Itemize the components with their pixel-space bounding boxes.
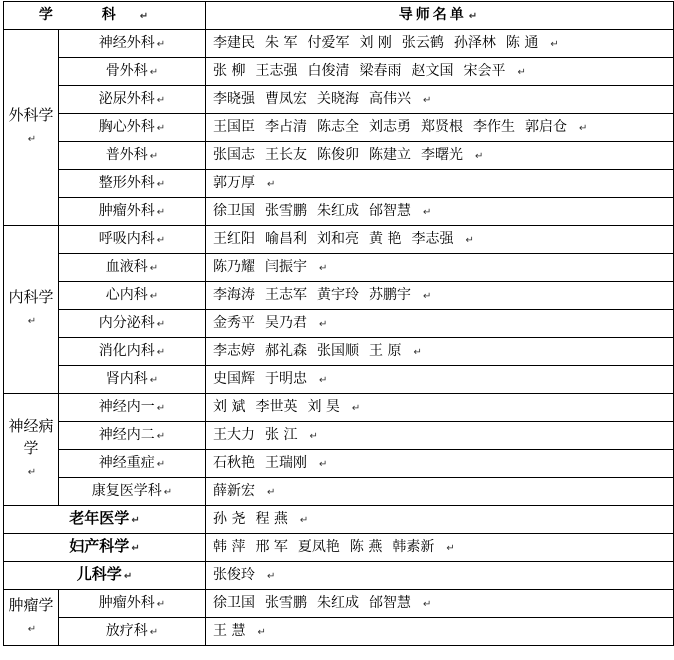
advisor-name: 孙 尧 [213,510,246,527]
paragraph-mark: ↵ [351,402,361,414]
advisor-names [206,142,674,170]
subject-cell: 胸心外科 ↵ [59,114,206,142]
paragraph-mark: ↵ [446,542,455,554]
advisor-name: 朱 军 [265,34,298,51]
advisor-name: 刘 昊 [307,398,340,415]
paragraph-mark: ↵ [319,262,328,274]
advisor-name: 曹凤宏 [265,90,307,107]
subject-cell: 整形外科 ↵ [59,170,206,198]
advisor-name: 高伟兴 [369,90,411,107]
table-row [4,562,674,590]
advisor-name: 刘 刚 [359,34,392,51]
advisor-name: 郝礼森 [265,342,307,359]
table-row [4,282,674,310]
advisor-names [206,198,674,226]
paragraph-mark: ↵ [257,626,266,638]
header-row [4,2,674,30]
subject-cell: 泌尿外科 ↵ [59,86,206,114]
paragraph-mark: ↵ [423,206,432,218]
subject-cell: 骨外科 ↵ [59,58,206,86]
table-row [4,450,674,478]
paragraph-mark: ↵ [267,178,276,190]
advisor-name: 吴乃君 [265,314,307,331]
advisor-name: 付爱军 [307,34,350,51]
subject-cell: 肿瘤外科 ↵ [59,590,206,618]
subject-cell: 血液科 ↵ [59,254,206,282]
table-row [4,86,674,114]
paragraph-mark: ↵ [299,514,309,526]
advisor-name: 王 原 [369,342,402,359]
table-row [4,506,674,534]
advisor-name: 韩 萍 [213,538,246,555]
table-row [4,310,674,338]
advisor-name: 陈 通 [505,34,539,51]
advisor-name: 黄宇玲 [317,286,359,303]
advisor-name: 邢 军 [255,538,288,555]
advisor-names [206,338,674,366]
advisor-name: 刘 斌 [213,398,246,415]
department-cell: 外科学 ↵ [4,30,59,226]
advisor-name: 宋会平 [463,62,506,79]
advisor-name: 王大力 [213,426,255,443]
advisor-name: 赵文国 [411,62,454,79]
paragraph-mark: ↵ [423,94,432,106]
advisor-name: 夏凤艳 [297,538,340,555]
advisor-name: 王红阳 [213,230,255,247]
advisor-names [206,86,674,114]
advisor-names [206,310,674,338]
advisor-name: 邰智慧 [369,594,411,611]
advisor-name: 关晓海 [317,90,359,107]
subject-cell: 心内科 ↵ [59,282,206,310]
paragraph-mark: ↵ [319,318,328,330]
subject-cell: 放疗科 ↵ [59,618,206,646]
advisor-name: 白俊清 [307,62,350,79]
advisor-name: 梁春雨 [359,62,402,79]
advisor-name: 金秀平 [213,314,255,331]
table-row [4,58,674,86]
advisor-names [206,226,674,254]
advisor-name: 郑贤根 [421,118,463,135]
advisor-name: 张国志 [213,146,255,163]
header-advisors: 导师名单 ↵ [206,2,674,30]
paragraph-mark: ↵ [579,122,588,134]
table-row [4,478,674,506]
advisor-name: 刘志勇 [369,118,411,135]
paragraph-mark: ↵ [423,290,432,302]
advisor-name: 刘和亮 [317,230,359,247]
advisor-names [206,450,674,478]
advisor-name: 薛新宏 [213,482,255,499]
subject-cell: 老年医学 ↵ [4,506,206,534]
advisor-name: 李曙光 [421,146,463,163]
table-row [4,422,674,450]
advisor-name: 李世英 [255,398,298,415]
advisor-name: 徐卫国 [213,594,255,611]
advisor-name: 李占清 [265,118,307,135]
table-row [4,170,674,198]
subject-cell: 肿瘤外科 ↵ [59,198,206,226]
header-subject: 学 科 ↵ [4,2,206,30]
subject-cell: 康复医学科 ↵ [59,478,206,506]
subject-cell: 肾内科 ↵ [59,366,206,394]
subject-cell: 妇产科学 ↵ [4,534,206,562]
advisor-name: 于明忠 [265,370,307,387]
paragraph-mark: ↵ [267,570,276,582]
advisor-name: 黄 艳 [369,230,402,247]
advisor-name: 李建民 [213,34,255,51]
paragraph-mark: ↵ [309,430,318,442]
advisor-name: 张俊玲 [213,566,255,583]
advisor-name: 闫振宇 [265,258,307,275]
table-row [4,30,674,58]
paragraph-mark: ↵ [475,150,484,162]
advisor-name: 王长友 [265,146,307,163]
advisor-names [206,478,674,506]
advisor-table [3,1,674,646]
advisor-name: 苏鹏宇 [369,286,411,303]
subject-cell: 神经内二 ↵ [59,422,206,450]
department-cell: 神经病学 ↵ [4,394,59,506]
advisor-names [206,562,674,590]
table-row [4,618,674,646]
advisor-name: 张 江 [265,426,298,443]
advisor-names [206,58,674,86]
advisor-names [206,394,674,422]
advisor-names [206,618,674,646]
department-cell: 肿瘤学 ↵ [4,590,59,646]
advisor-names [206,254,674,282]
advisor-name: 李海涛 [213,286,255,303]
advisor-name: 王志强 [255,62,298,79]
advisor-name: 陈乃耀 [213,258,255,275]
advisor-name: 王瑞刚 [265,454,307,471]
advisor-name: 陈 燕 [349,538,383,555]
table-row [4,590,674,618]
table-row [4,338,674,366]
advisor-names [206,30,674,58]
subject-cell: 神经重症 ↵ [59,450,206,478]
table-row [4,366,674,394]
advisor-names [206,366,674,394]
paragraph-mark: ↵ [423,598,432,610]
advisor-name: 陈志全 [317,118,359,135]
subject-cell: 呼吸内科 ↵ [59,226,206,254]
paragraph-mark: ↵ [267,486,276,498]
advisor-name: 陈俊卯 [317,146,359,163]
advisor-name: 王国臣 [213,118,255,135]
advisor-name: 李志婷 [213,342,255,359]
paragraph-mark: ↵ [319,458,328,470]
subject-cell: 神经内一 ↵ [59,394,206,422]
table-row [4,198,674,226]
advisor-names [206,590,674,618]
advisor-name: 韩素新 [392,538,435,555]
advisor-name: 王 慧 [213,622,246,639]
advisor-name: 张雪鹏 [265,202,307,219]
advisor-names [206,422,674,450]
advisor-name: 邰智慧 [369,202,411,219]
subject-cell: 普外科 ↵ [59,142,206,170]
subject-cell: 神经外科 ↵ [59,30,206,58]
advisor-name: 张雪鹏 [265,594,307,611]
advisor-name: 李志强 [411,230,454,247]
advisor-names [206,170,674,198]
advisor-name: 张 柳 [213,62,246,79]
advisor-name: 徐卫国 [213,202,255,219]
advisor-name: 朱红成 [317,594,359,611]
table-row [4,534,674,562]
advisor-name: 李作生 [473,118,515,135]
advisor-names [206,506,674,534]
table-row [4,226,674,254]
advisor-names [206,114,674,142]
table-row [4,254,674,282]
advisor-name: 王志军 [265,286,307,303]
advisor-name: 郭启仓 [525,118,567,135]
paragraph-mark: ↵ [517,66,526,78]
advisor-name: 李晓强 [213,90,255,107]
advisor-names [206,534,674,562]
table-row [4,114,674,142]
advisor-name: 喻昌利 [265,230,307,247]
paragraph-mark: ↵ [465,234,474,246]
advisor-name: 石秋艳 [213,454,255,471]
advisor-names [206,282,674,310]
paragraph-mark: ↵ [319,374,328,386]
paragraph-mark: ↵ [550,38,559,50]
subject-cell: 儿科学 ↵ [4,562,206,590]
advisor-name: 郭万厚 [213,174,255,191]
subject-cell: 内分泌科 ↵ [59,310,206,338]
advisor-name: 张云鹤 [401,34,444,51]
paragraph-mark: ↵ [413,346,422,358]
advisor-name: 张国顺 [317,342,359,359]
advisor-name: 程 燕 [255,510,288,527]
advisor-name: 史国辉 [213,370,255,387]
advisor-name: 孙泽林 [453,34,496,51]
advisor-name: 朱红成 [317,202,359,219]
subject-cell: 消化内科 ↵ [59,338,206,366]
table-row [4,394,674,422]
department-cell: 内科学 ↵ [4,226,59,394]
advisor-name: 陈建立 [369,146,411,163]
table-row [4,142,674,170]
